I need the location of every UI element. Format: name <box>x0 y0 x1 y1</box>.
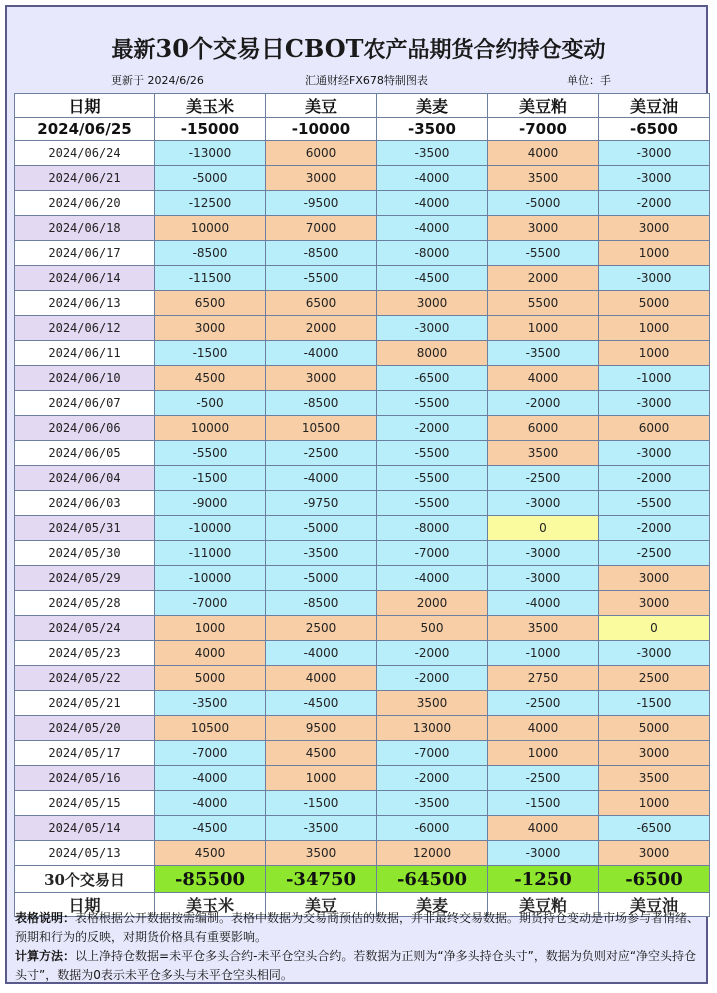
row-date: 2024/06/18 <box>15 216 155 241</box>
row-value: -5500 <box>599 491 710 516</box>
row-value: -3000 <box>599 391 710 416</box>
table-row <box>15 141 710 166</box>
table-row <box>15 566 710 591</box>
row-value: -3500 <box>155 691 266 716</box>
row-value: 3500 <box>266 841 377 866</box>
row-value: 3500 <box>599 766 710 791</box>
row-value: 3000 <box>377 291 488 316</box>
latest-row <box>15 118 710 141</box>
row-value: -9000 <box>155 491 266 516</box>
total-row <box>15 866 710 893</box>
row-value: 4500 <box>155 841 266 866</box>
row-value: 4000 <box>488 141 599 166</box>
table-note: 表格说明：表格根据公开数据按需编制。表格中数据为交易商预估的数据，并非最终交易数据。期货持仓变动是市场参与者情绪、预期和行为的反映，对期货价格具有重要影响。 <box>15 911 700 944</box>
row-value: -8000 <box>377 516 488 541</box>
table-row <box>15 166 710 191</box>
row-value: -2000 <box>377 641 488 666</box>
table-row <box>15 666 710 691</box>
table-row <box>15 766 710 791</box>
row-value: -2000 <box>599 191 710 216</box>
row-date: 2024/06/20 <box>15 191 155 216</box>
table-row <box>15 391 710 416</box>
row-date: 2024/06/03 <box>15 491 155 516</box>
row-value: 3000 <box>599 841 710 866</box>
footer-header: 美玉米 <box>155 893 266 917</box>
row-date: 2024/05/21 <box>15 691 155 716</box>
row-value: -3500 <box>377 791 488 816</box>
row-value: -5500 <box>377 391 488 416</box>
row-value: 3500 <box>488 166 599 191</box>
calc-note: 计算方法：以上净持仓数据=未平仓多头合约-未平仓空头合约。若数据为正则为“净多头持仓头寸”，数据为负则对应“净空头持仓头寸”，数据为0表示未平仓多头与未平仓空头相同。 <box>15 949 697 982</box>
row-date: 2024/06/13 <box>15 291 155 316</box>
row-value: 10000 <box>155 216 266 241</box>
row-value: 5000 <box>599 716 710 741</box>
chart-frame <box>5 5 708 984</box>
table-row <box>15 741 710 766</box>
row-value: -5500 <box>488 241 599 266</box>
row-value: -3500 <box>266 541 377 566</box>
row-value: -3500 <box>266 816 377 841</box>
row-date: 2024/05/16 <box>15 766 155 791</box>
row-value: -3500 <box>377 141 488 166</box>
row-value: 3000 <box>266 166 377 191</box>
positions-table <box>14 93 710 917</box>
row-value: 3000 <box>599 216 710 241</box>
row-value: -4000 <box>266 466 377 491</box>
footer-header: 美豆 <box>266 893 377 917</box>
total-label: 30个交易日 <box>15 866 155 893</box>
row-date: 2024/06/12 <box>15 316 155 341</box>
row-value: -13000 <box>155 141 266 166</box>
row-value: -3000 <box>488 491 599 516</box>
row-value: -2500 <box>599 541 710 566</box>
row-value: -2500 <box>266 441 377 466</box>
row-value: 4000 <box>488 716 599 741</box>
row-date: 2024/05/31 <box>15 516 155 541</box>
table-row <box>15 516 710 541</box>
table-row <box>15 191 710 216</box>
row-value: 4000 <box>266 666 377 691</box>
table-row <box>15 266 710 291</box>
row-value: 2500 <box>599 666 710 691</box>
row-value: -6500 <box>377 366 488 391</box>
row-value: -3000 <box>488 841 599 866</box>
row-value: -5000 <box>266 566 377 591</box>
row-value: -3000 <box>599 266 710 291</box>
row-value: -2500 <box>488 466 599 491</box>
row-value: 1000 <box>599 341 710 366</box>
row-value: -4000 <box>377 191 488 216</box>
page-title: 最新30个交易日CBOT农产品期货合约持仓变动 <box>111 34 606 63</box>
row-value: 1000 <box>599 791 710 816</box>
notes <box>15 909 703 985</box>
row-value: -1500 <box>599 691 710 716</box>
col-header-soyoil: 美豆油 <box>599 94 710 118</box>
row-value: 1000 <box>155 616 266 641</box>
row-value: -3000 <box>599 141 710 166</box>
table-row <box>15 641 710 666</box>
row-value: -8500 <box>155 241 266 266</box>
row-value: -3500 <box>488 341 599 366</box>
row-value: -4000 <box>377 566 488 591</box>
row-value: -3000 <box>599 441 710 466</box>
total-value: -64500 <box>377 866 488 893</box>
row-value: -5500 <box>377 491 488 516</box>
row-value: 12000 <box>377 841 488 866</box>
row-value: -5000 <box>488 191 599 216</box>
row-value: -4500 <box>155 816 266 841</box>
row-date: 2024/05/23 <box>15 641 155 666</box>
row-date: 2024/05/22 <box>15 666 155 691</box>
row-value: -8500 <box>266 591 377 616</box>
row-value: -11500 <box>155 266 266 291</box>
row-value: 3000 <box>599 741 710 766</box>
row-value: -6000 <box>377 816 488 841</box>
row-value: 4000 <box>488 816 599 841</box>
row-value: 6500 <box>266 291 377 316</box>
row-value: 6500 <box>155 291 266 316</box>
table-row <box>15 841 710 866</box>
total-value: -6500 <box>599 866 710 893</box>
table-row <box>15 341 710 366</box>
table-row <box>15 466 710 491</box>
row-value: 10000 <box>155 416 266 441</box>
table-row <box>15 716 710 741</box>
row-value: -1500 <box>155 341 266 366</box>
row-value: -8000 <box>377 241 488 266</box>
table-row <box>15 591 710 616</box>
row-value: -4500 <box>266 691 377 716</box>
col-header-wheat: 美麦 <box>377 94 488 118</box>
row-value: -4000 <box>155 791 266 816</box>
row-value: -3000 <box>377 316 488 341</box>
row-date: 2024/06/04 <box>15 466 155 491</box>
row-value: -10000 <box>155 516 266 541</box>
table-row <box>15 791 710 816</box>
footer-header: 美豆油 <box>599 893 710 917</box>
row-value: 1000 <box>488 316 599 341</box>
row-value: 8000 <box>377 341 488 366</box>
latest-value: -15000 <box>155 118 266 141</box>
row-value: -4000 <box>377 216 488 241</box>
row-value: -2000 <box>599 466 710 491</box>
row-value: 3000 <box>266 366 377 391</box>
row-value: -1000 <box>599 366 710 391</box>
total-value: -85500 <box>155 866 266 893</box>
row-date: 2024/06/05 <box>15 441 155 466</box>
row-date: 2024/06/14 <box>15 266 155 291</box>
row-value: -4000 <box>488 591 599 616</box>
row-value: 2000 <box>488 266 599 291</box>
row-date: 2024/06/07 <box>15 391 155 416</box>
row-value: -2000 <box>488 391 599 416</box>
row-date: 2024/05/17 <box>15 741 155 766</box>
row-value: -3000 <box>599 641 710 666</box>
row-date: 2024/05/29 <box>15 566 155 591</box>
row-value: -9500 <box>266 191 377 216</box>
row-value: 5000 <box>155 666 266 691</box>
row-value: 3000 <box>155 316 266 341</box>
row-date: 2024/05/24 <box>15 616 155 641</box>
row-value: -4000 <box>155 766 266 791</box>
row-value: -4500 <box>377 266 488 291</box>
row-value: 1000 <box>599 241 710 266</box>
row-value: -2500 <box>488 691 599 716</box>
row-value: 3500 <box>488 441 599 466</box>
row-value: 10500 <box>266 416 377 441</box>
row-value: 3000 <box>599 566 710 591</box>
row-value: -1000 <box>488 641 599 666</box>
table-row <box>15 416 710 441</box>
row-value: 2750 <box>488 666 599 691</box>
row-value: -1500 <box>488 791 599 816</box>
row-date: 2024/05/20 <box>15 716 155 741</box>
row-value: -5000 <box>266 516 377 541</box>
row-value: 5000 <box>599 291 710 316</box>
row-value: 5500 <box>488 291 599 316</box>
row-value: -1500 <box>155 466 266 491</box>
footer-header: 日期 <box>15 893 155 917</box>
row-date: 2024/06/24 <box>15 141 155 166</box>
row-value: -5500 <box>266 266 377 291</box>
total-value: -1250 <box>488 866 599 893</box>
row-value: 4000 <box>488 366 599 391</box>
updated-date: 更新于 2024/6/26 <box>111 74 204 87</box>
table-row <box>15 816 710 841</box>
row-value: -12500 <box>155 191 266 216</box>
row-value: 13000 <box>377 716 488 741</box>
table-row <box>15 541 710 566</box>
row-value: -5500 <box>377 466 488 491</box>
row-value: 7000 <box>266 216 377 241</box>
row-date: 2024/06/06 <box>15 416 155 441</box>
row-value: 1000 <box>266 766 377 791</box>
table-row <box>15 366 710 391</box>
row-value: -5000 <box>155 166 266 191</box>
row-value: 4000 <box>155 641 266 666</box>
table-row <box>15 291 710 316</box>
row-value: 3500 <box>488 616 599 641</box>
table-row <box>15 241 710 266</box>
row-value: -7000 <box>377 541 488 566</box>
row-value: -7000 <box>377 741 488 766</box>
row-value: 6000 <box>599 416 710 441</box>
total-value: -34750 <box>266 866 377 893</box>
col-header-date: 日期 <box>15 94 155 118</box>
source-label: 汇通财经FX678特制图表 <box>305 74 428 87</box>
col-header-soybean: 美豆 <box>266 94 377 118</box>
row-date: 2024/05/28 <box>15 591 155 616</box>
footer-header: 美麦 <box>377 893 488 917</box>
row-value: 2000 <box>266 316 377 341</box>
header-row <box>15 94 710 118</box>
row-value: 1000 <box>488 741 599 766</box>
table-row <box>15 616 710 641</box>
row-value: -4000 <box>266 341 377 366</box>
row-value: -7000 <box>155 591 266 616</box>
row-value: -9750 <box>266 491 377 516</box>
row-value: -6500 <box>599 816 710 841</box>
row-value: 9500 <box>266 716 377 741</box>
row-date: 2024/06/17 <box>15 241 155 266</box>
row-value: 6000 <box>266 141 377 166</box>
latest-value: -3500 <box>377 118 488 141</box>
row-value: -4000 <box>377 166 488 191</box>
row-value: 0 <box>488 516 599 541</box>
table-row <box>15 316 710 341</box>
row-value: -2000 <box>377 416 488 441</box>
row-date: 2024/06/21 <box>15 166 155 191</box>
row-date: 2024/05/14 <box>15 816 155 841</box>
row-value: -7000 <box>155 741 266 766</box>
row-value: 500 <box>377 616 488 641</box>
row-value: -2000 <box>377 766 488 791</box>
row-value: -10000 <box>155 566 266 591</box>
row-value: 4500 <box>266 741 377 766</box>
row-date: 2024/05/15 <box>15 791 155 816</box>
latest-date: 2024/06/25 <box>15 118 155 141</box>
row-value: 0 <box>599 616 710 641</box>
table-row <box>15 441 710 466</box>
row-value: -1500 <box>266 791 377 816</box>
row-value: -2500 <box>488 766 599 791</box>
row-value: 4500 <box>155 366 266 391</box>
row-date: 2024/05/13 <box>15 841 155 866</box>
row-value: -3000 <box>488 566 599 591</box>
row-value: -5500 <box>377 441 488 466</box>
col-header-soymeal: 美豆粕 <box>488 94 599 118</box>
row-value: -2000 <box>599 516 710 541</box>
table-row <box>15 491 710 516</box>
row-date: 2024/06/10 <box>15 366 155 391</box>
row-value: -11000 <box>155 541 266 566</box>
row-value: -500 <box>155 391 266 416</box>
latest-value: -6500 <box>599 118 710 141</box>
unit-label: 单位：手 <box>567 74 611 87</box>
row-value: 3500 <box>377 691 488 716</box>
col-header-corn: 美玉米 <box>155 94 266 118</box>
row-value: -8500 <box>266 391 377 416</box>
row-date: 2024/05/30 <box>15 541 155 566</box>
row-value: 1000 <box>599 316 710 341</box>
row-value: 2500 <box>266 616 377 641</box>
table-row <box>15 691 710 716</box>
footer-header: 美豆粕 <box>488 893 599 917</box>
row-value: 3000 <box>599 591 710 616</box>
row-value: 10500 <box>155 716 266 741</box>
table-row <box>15 216 710 241</box>
row-value: 3000 <box>488 216 599 241</box>
latest-value: -7000 <box>488 118 599 141</box>
row-value: -3000 <box>488 541 599 566</box>
row-value: 2000 <box>377 591 488 616</box>
row-value: -5500 <box>155 441 266 466</box>
row-date: 2024/06/11 <box>15 341 155 366</box>
row-value: -2000 <box>377 666 488 691</box>
row-value: -8500 <box>266 241 377 266</box>
row-value: 6000 <box>488 416 599 441</box>
latest-value: -10000 <box>266 118 377 141</box>
row-value: -3000 <box>599 166 710 191</box>
row-value: -4000 <box>266 641 377 666</box>
